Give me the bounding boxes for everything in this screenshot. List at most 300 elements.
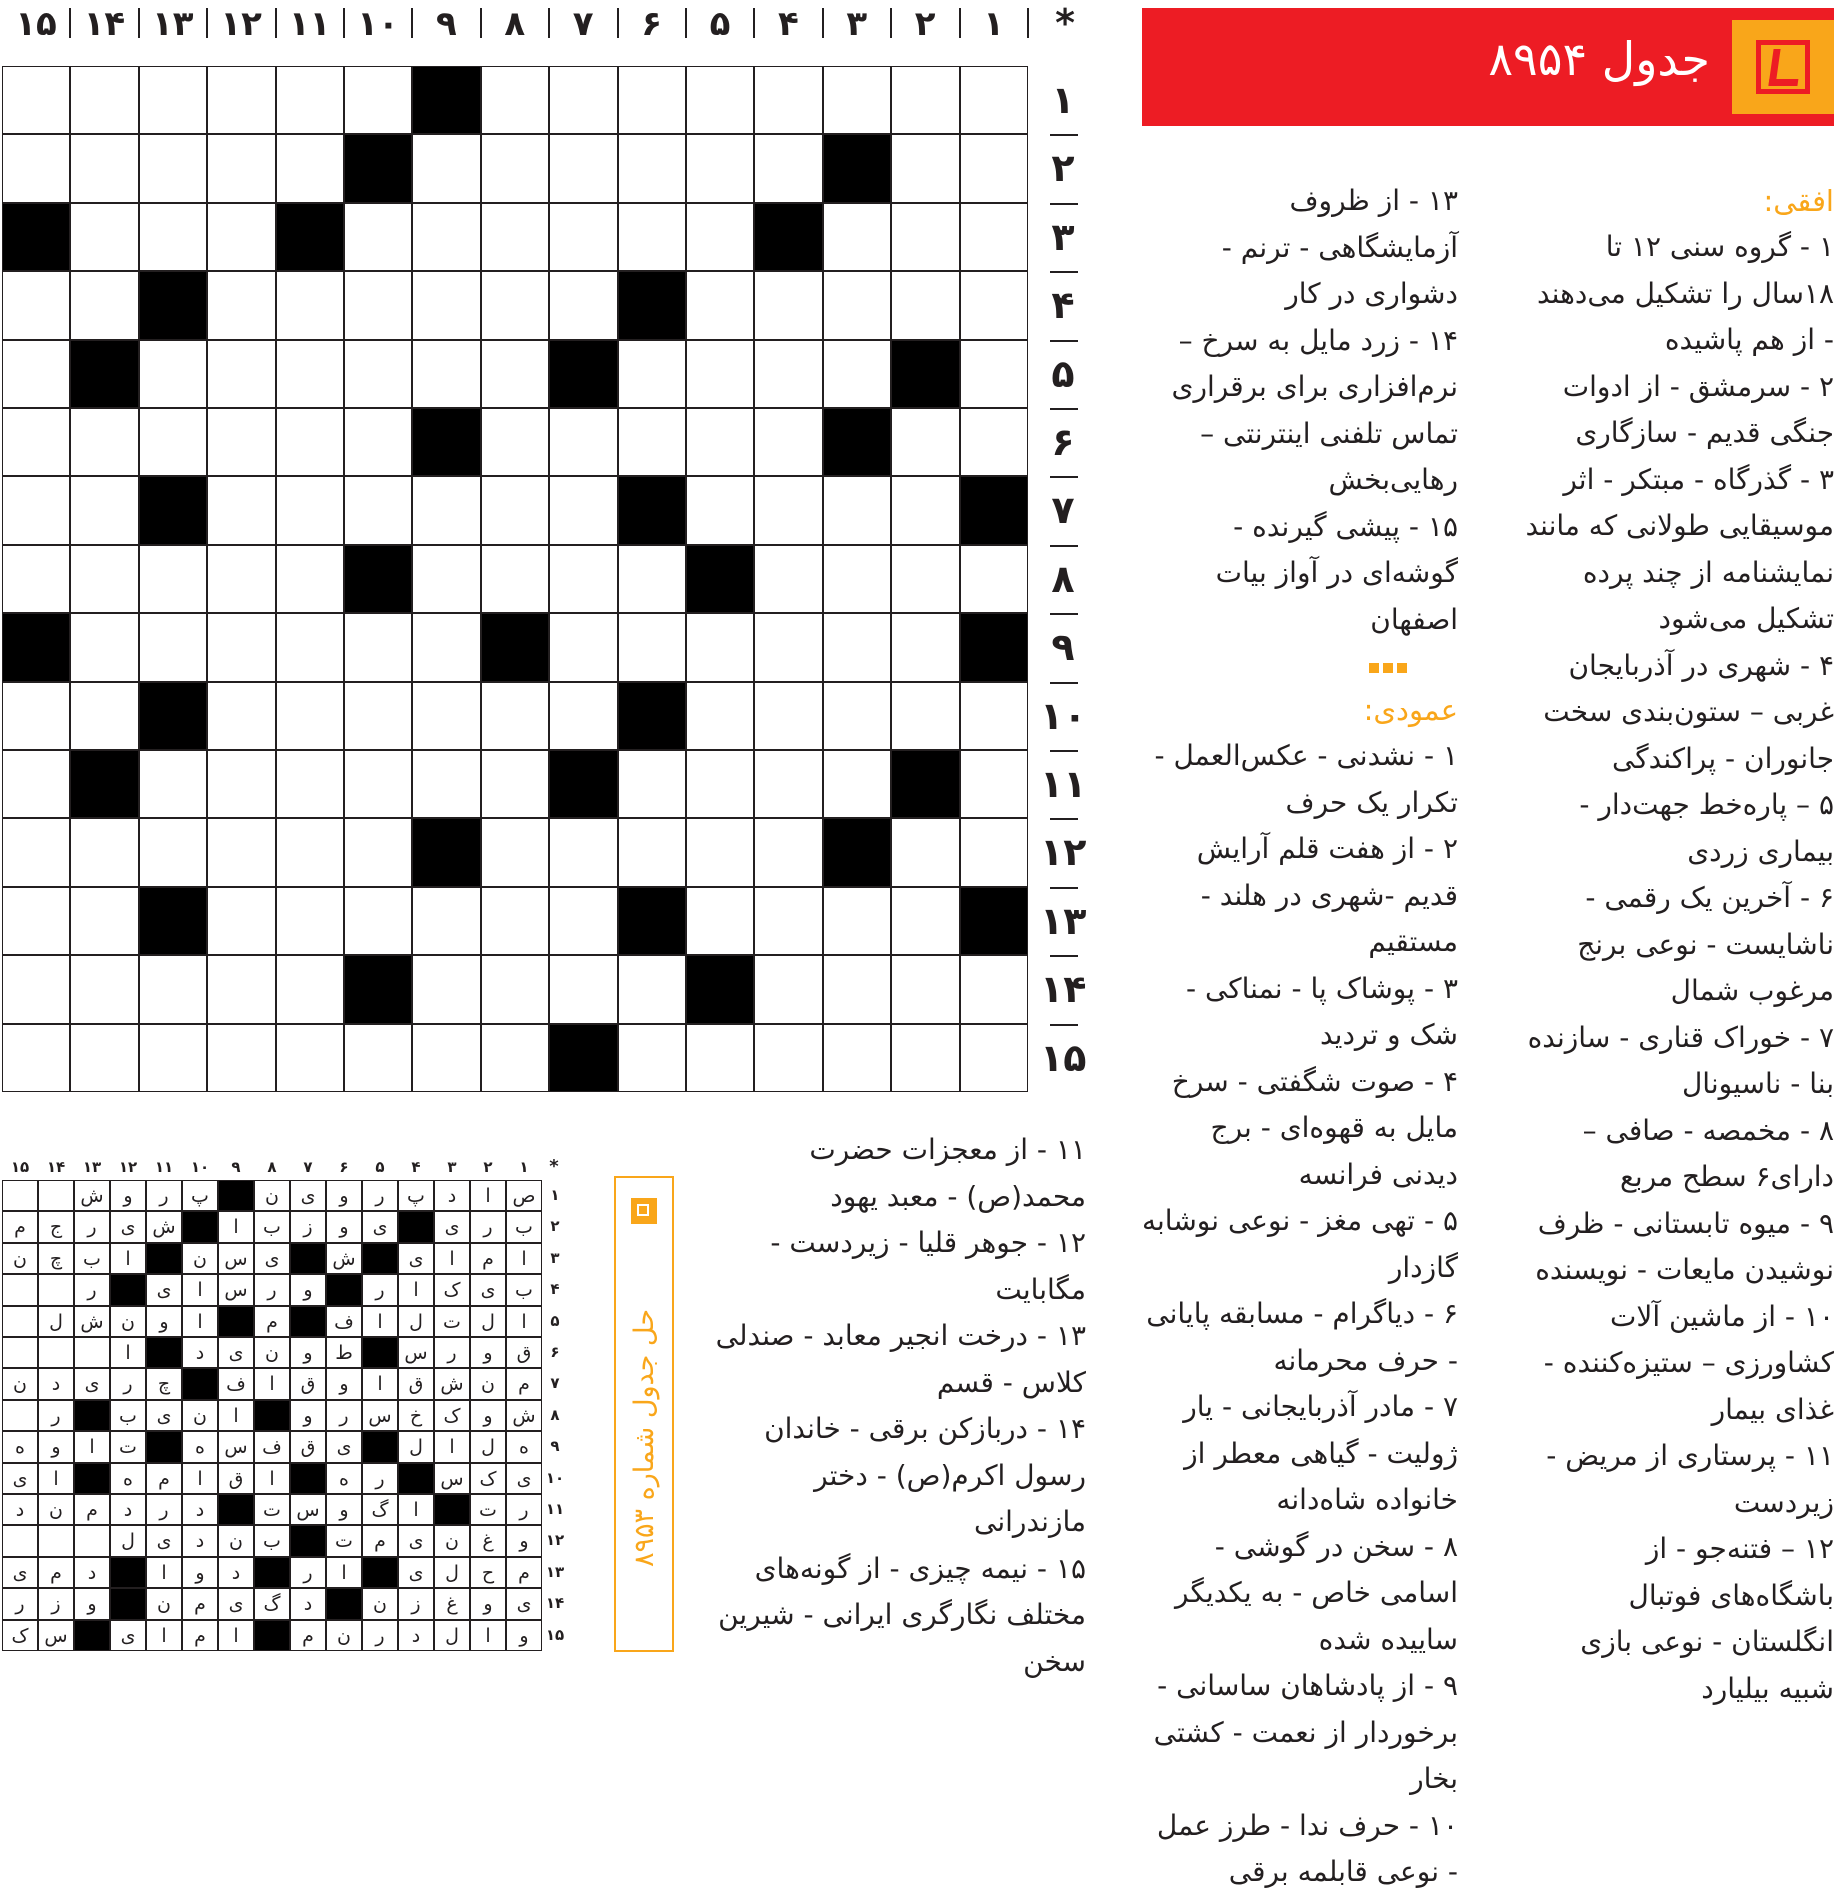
grid-cell[interactable]: [549, 545, 617, 613]
solution-cell: ا: [326, 1557, 362, 1588]
grid-cell[interactable]: [139, 408, 207, 476]
grid-cell[interactable]: [618, 340, 686, 408]
solution-column-number: ۶: [339, 1158, 349, 1176]
solution-cell: ی: [254, 1243, 290, 1274]
grid-cell[interactable]: [891, 271, 959, 339]
across-clue: ۲ - سرمشق - از ادوات جنگی قدیم - سازگاری: [1562, 369, 1834, 449]
grid-cell[interactable]: [207, 750, 275, 818]
solution-cell: ک: [434, 1274, 470, 1305]
grid-cell[interactable]: [344, 1024, 412, 1092]
grid-cell[interactable]: [412, 545, 480, 613]
grid-cell[interactable]: [70, 271, 138, 339]
column-numbers: [0, 0, 1086, 52]
down-clue: ۵ - تهی مغز - نوعی نوشابه گازدار: [1141, 1204, 1458, 1284]
grid-cell[interactable]: [70, 613, 138, 681]
grid-cell[interactable]: [618, 203, 686, 271]
grid-cell[interactable]: [823, 750, 891, 818]
solution-column-number: ۲: [483, 1158, 493, 1176]
solution-cell: د: [38, 1368, 74, 1399]
solution-cell: ن: [254, 1337, 290, 1368]
grid-cell[interactable]: [412, 887, 480, 955]
grid-cell[interactable]: [207, 340, 275, 408]
grid-cell[interactable]: [891, 545, 959, 613]
solution-cell: ا: [254, 1463, 290, 1494]
grid-cell[interactable]: [823, 340, 891, 408]
across-clue: ۵ – پاره‌خط جهت‌دار - بیماری زردی: [1579, 788, 1834, 868]
grid-cell[interactable]: [549, 134, 617, 202]
grid-cell[interactable]: [823, 682, 891, 750]
grid-cell[interactable]: [412, 955, 480, 1023]
black-cell: [823, 134, 891, 202]
grid-cell[interactable]: [70, 955, 138, 1023]
grid-cell[interactable]: [412, 1024, 480, 1092]
grid-cell[interactable]: [276, 613, 344, 681]
grid-cell[interactable]: [481, 408, 549, 476]
column-separator: [548, 8, 550, 38]
solution-cell: و: [182, 1557, 218, 1588]
black-cell: [686, 545, 754, 613]
solution-cell: [2, 1180, 38, 1211]
grid-cell[interactable]: [823, 203, 891, 271]
grid-cell[interactable]: [70, 818, 138, 886]
grid-cell[interactable]: [754, 1024, 822, 1092]
grid-cell[interactable]: [139, 134, 207, 202]
grid-cell[interactable]: [207, 545, 275, 613]
grid-cell[interactable]: [70, 66, 138, 134]
solution-black-cell: [110, 1557, 146, 1588]
grid-cell[interactable]: [891, 818, 959, 886]
grid-cell[interactable]: [618, 750, 686, 818]
grid-cell[interactable]: [276, 887, 344, 955]
grid-cell[interactable]: [823, 887, 891, 955]
grid-cell[interactable]: [2, 545, 70, 613]
grid-cell[interactable]: [481, 818, 549, 886]
grid-cell[interactable]: [344, 66, 412, 134]
grid-cell[interactable]: [686, 818, 754, 886]
grid-cell[interactable]: [207, 1024, 275, 1092]
solution-cell: ر: [2, 1588, 38, 1619]
grid-cell[interactable]: [481, 545, 549, 613]
grid-cell[interactable]: [891, 66, 959, 134]
solution-cell: و: [146, 1306, 182, 1337]
grid-cell[interactable]: [960, 203, 1028, 271]
grid-cell[interactable]: [70, 545, 138, 613]
solution-black-cell: [146, 1431, 182, 1462]
grid-cell[interactable]: [618, 1024, 686, 1092]
grid-cell[interactable]: [686, 750, 754, 818]
column-separator: [959, 8, 961, 38]
solution-corner-asterisk: *: [549, 1156, 559, 1177]
solution-cell: س: [218, 1274, 254, 1305]
grid-cell[interactable]: [481, 750, 549, 818]
grid-cell[interactable]: [2, 1024, 70, 1092]
grid-cell[interactable]: [412, 613, 480, 681]
grid-cell[interactable]: [2, 66, 70, 134]
grid-cell[interactable]: [960, 134, 1028, 202]
grid-cell[interactable]: [754, 750, 822, 818]
solution-black-cell: [218, 1180, 254, 1211]
grid-cell[interactable]: [207, 476, 275, 544]
solution-cell: ی: [2, 1557, 38, 1588]
column-number: ۱۰: [357, 4, 399, 44]
grid-cell[interactable]: [70, 1024, 138, 1092]
grid-cell[interactable]: [960, 1024, 1028, 1092]
grid-cell[interactable]: [823, 545, 891, 613]
grid-cell[interactable]: [960, 818, 1028, 886]
grid-cell[interactable]: [549, 203, 617, 271]
grid-cell[interactable]: [618, 134, 686, 202]
grid-cell[interactable]: [344, 408, 412, 476]
grid-cell[interactable]: [2, 134, 70, 202]
grid-cell[interactable]: [139, 955, 207, 1023]
solution-column-number: ۱۲: [118, 1158, 138, 1176]
grid-cell[interactable]: [549, 271, 617, 339]
across-clue: ۱۲ – فتنه‌جو - از باشگاه‌های فوتبال انگلستان - نوعی بازی شبیه بیلیارد: [1580, 1532, 1834, 1705]
grid-cell[interactable]: [276, 340, 344, 408]
grid-cell[interactable]: [70, 408, 138, 476]
grid-cell[interactable]: [139, 1024, 207, 1092]
grid-cell[interactable]: [207, 955, 275, 1023]
grid-cell[interactable]: [207, 887, 275, 955]
grid-cell[interactable]: [891, 476, 959, 544]
solution-cell: ی: [146, 1400, 182, 1431]
grid-cell[interactable]: [891, 887, 959, 955]
solution-cell: م: [182, 1588, 218, 1619]
grid-cell[interactable]: [276, 545, 344, 613]
grid-cell[interactable]: [823, 271, 891, 339]
grid-cell[interactable]: [960, 408, 1028, 476]
grid-cell[interactable]: [276, 955, 344, 1023]
grid-cell[interactable]: [754, 682, 822, 750]
grid-cell[interactable]: [891, 682, 959, 750]
grid-cell[interactable]: [960, 750, 1028, 818]
grid-cell[interactable]: [207, 66, 275, 134]
grid-cell[interactable]: [754, 340, 822, 408]
solution-cell: ل: [434, 1557, 470, 1588]
grid-cell[interactable]: [2, 750, 70, 818]
solution-row-number: ۴: [550, 1280, 560, 1299]
grid-cell[interactable]: [549, 613, 617, 681]
grid-cell[interactable]: [276, 271, 344, 339]
grid-cell[interactable]: [618, 545, 686, 613]
grid-cell[interactable]: [891, 613, 959, 681]
solution-row-number: ۱: [550, 1186, 560, 1204]
solution-cell: ر: [362, 1180, 398, 1211]
solution-cell: [2, 1274, 38, 1305]
grid-cell[interactable]: [618, 613, 686, 681]
grid-cell[interactable]: [549, 408, 617, 476]
row-number: ۷: [1051, 488, 1075, 533]
solution-black-cell: [290, 1243, 326, 1274]
solution-black-cell: [74, 1620, 110, 1651]
grid-cell[interactable]: [344, 818, 412, 886]
solution-cell: ر: [110, 1368, 146, 1399]
grid-cell[interactable]: [960, 545, 1028, 613]
solution-cell: ا: [506, 1306, 542, 1337]
grid-cell[interactable]: [686, 408, 754, 476]
column-number: ۱۳: [152, 4, 194, 44]
grid-cell[interactable]: [891, 408, 959, 476]
solution-row-number: ۷: [550, 1374, 560, 1393]
grid-cell[interactable]: [139, 750, 207, 818]
solution-cell: ت: [254, 1494, 290, 1525]
solution-cell: د: [2, 1494, 38, 1525]
black-cell: [823, 818, 891, 886]
grid-cell[interactable]: [412, 682, 480, 750]
grid-cell[interactable]: [754, 408, 822, 476]
grid-cell[interactable]: [139, 613, 207, 681]
grid-cell[interactable]: [2, 476, 70, 544]
grid-cell[interactable]: [549, 682, 617, 750]
grid-cell[interactable]: [686, 682, 754, 750]
grid-cell[interactable]: [754, 545, 822, 613]
crossword-grid[interactable]: [2, 66, 1028, 1092]
grid-cell[interactable]: [618, 955, 686, 1023]
grid-cell[interactable]: [2, 818, 70, 886]
grid-cell[interactable]: [2, 340, 70, 408]
solution-cell: و: [110, 1180, 146, 1211]
down-clue: ۱۱ - از معجزات حضرت محمد(ص) - معبد یهود: [809, 1133, 1086, 1213]
grid-cell[interactable]: [2, 887, 70, 955]
grid-cell[interactable]: [686, 887, 754, 955]
grid-cell[interactable]: [754, 476, 822, 544]
grid-cell[interactable]: [207, 682, 275, 750]
solution-row-number: ۱۲: [545, 1531, 565, 1550]
black-cell: [139, 476, 207, 544]
black-cell: [618, 271, 686, 339]
grid-cell[interactable]: [70, 887, 138, 955]
row-number: ۱۱: [1040, 762, 1087, 806]
grid-cell[interactable]: [70, 476, 138, 544]
grid-cell[interactable]: [207, 271, 275, 339]
grid-cell[interactable]: [412, 271, 480, 339]
grid-cell[interactable]: [481, 66, 549, 134]
grid-cell[interactable]: [754, 887, 822, 955]
row-number: ۱۴: [1040, 967, 1087, 1012]
grid-cell[interactable]: [139, 818, 207, 886]
grid-cell[interactable]: [686, 271, 754, 339]
grid-cell[interactable]: [823, 66, 891, 134]
grid-cell[interactable]: [481, 134, 549, 202]
solution-cell: ش: [506, 1400, 542, 1431]
grid-cell[interactable]: [344, 476, 412, 544]
solution-cell: ر: [290, 1557, 326, 1588]
grid-cell[interactable]: [207, 134, 275, 202]
grid-cell[interactable]: [549, 476, 617, 544]
solution-cell: م: [2, 1211, 38, 1242]
solution-cell: ی: [434, 1211, 470, 1242]
column-number: ۱۲: [220, 4, 262, 44]
grid-cell[interactable]: [344, 887, 412, 955]
grid-cell[interactable]: [891, 134, 959, 202]
grid-cell[interactable]: [549, 955, 617, 1023]
row-number: ۱۳: [1040, 898, 1087, 943]
grid-cell[interactable]: [2, 955, 70, 1023]
solution-cell: ی: [110, 1620, 146, 1651]
grid-cell[interactable]: [2, 408, 70, 476]
grid-cell[interactable]: [481, 955, 549, 1023]
grid-cell[interactable]: [139, 340, 207, 408]
column-number: ۴: [778, 4, 799, 44]
solution-cell: ه: [2, 1431, 38, 1462]
grid-cell[interactable]: [2, 682, 70, 750]
grid-cell[interactable]: [139, 203, 207, 271]
grid-cell[interactable]: [481, 271, 549, 339]
solution-black-cell: [434, 1494, 470, 1525]
black-cell: [891, 340, 959, 408]
across-clues-part-1: [1524, 178, 1834, 1712]
solution-cell: ا: [434, 1243, 470, 1274]
grid-cell[interactable]: [549, 818, 617, 886]
grid-cell[interactable]: [686, 66, 754, 134]
column-separator: [138, 8, 140, 38]
grid-cell[interactable]: [70, 682, 138, 750]
grid-cell[interactable]: [686, 134, 754, 202]
grid-cell[interactable]: [276, 134, 344, 202]
solution-cell: د: [290, 1588, 326, 1619]
grid-cell[interactable]: [276, 66, 344, 134]
grid-cell[interactable]: [823, 476, 891, 544]
grid-cell[interactable]: [686, 476, 754, 544]
grid-cell[interactable]: [276, 408, 344, 476]
grid-cell[interactable]: [686, 340, 754, 408]
grid-cell[interactable]: [344, 682, 412, 750]
solution-cell: س: [38, 1620, 74, 1651]
grid-cell[interactable]: [754, 134, 822, 202]
solution-cell: ش: [74, 1180, 110, 1211]
solution-cell: ز: [398, 1588, 434, 1619]
solution-cell: ا: [110, 1243, 146, 1274]
solution-column-number: ۱۳: [82, 1158, 102, 1176]
grid-cell[interactable]: [139, 66, 207, 134]
solution-cell: م: [254, 1306, 290, 1337]
solution-cell: ا: [74, 1431, 110, 1462]
solution-cell: و: [326, 1494, 362, 1525]
solution-cell: ا: [470, 1180, 506, 1211]
grid-cell[interactable]: [754, 271, 822, 339]
grid-cell[interactable]: [344, 750, 412, 818]
column-number: ۸: [504, 4, 526, 44]
solution-cell: [2, 1400, 38, 1431]
grid-cell[interactable]: [960, 682, 1028, 750]
solution-row-number: ۱۱: [545, 1500, 565, 1518]
grid-cell[interactable]: [960, 271, 1028, 339]
down-clue: ۸ - سخن در گوشی - اسامی خاص - به یکدیگر ساییده شده: [1175, 1529, 1458, 1656]
solution-cell: ک: [2, 1620, 38, 1651]
grid-cell[interactable]: [686, 613, 754, 681]
solution-cell: ی: [74, 1368, 110, 1399]
solution-black-cell: [254, 1400, 290, 1431]
grid-cell[interactable]: [139, 545, 207, 613]
grid-cell[interactable]: [618, 818, 686, 886]
row-separator: [1050, 887, 1078, 889]
grid-cell[interactable]: [412, 476, 480, 544]
row-numbers: [1040, 66, 1086, 1092]
grid-cell[interactable]: [412, 340, 480, 408]
solution-black-cell: [290, 1463, 326, 1494]
grid-cell[interactable]: [344, 271, 412, 339]
row-number: ۱۰: [1040, 693, 1087, 738]
arrow-corner-icon: [631, 1198, 657, 1224]
solution-black-cell: [362, 1243, 398, 1274]
solution-cell: ت: [434, 1306, 470, 1337]
grid-cell[interactable]: [412, 203, 480, 271]
grid-cell[interactable]: [618, 408, 686, 476]
across-clue: ۳ - گذرگاه - مبتکر - اثر موسیقایی طولانی که مانند نمایشنامه از چند پرده تشکیل می‌شود: [1525, 462, 1834, 635]
grid-cell[interactable]: [2, 271, 70, 339]
grid-cell[interactable]: [276, 682, 344, 750]
solution-cell: س: [218, 1431, 254, 1462]
solution-cell: ف: [254, 1431, 290, 1462]
grid-cell[interactable]: [618, 66, 686, 134]
grid-cell[interactable]: [823, 613, 891, 681]
grid-cell[interactable]: [891, 955, 959, 1023]
grid-cell[interactable]: [276, 818, 344, 886]
grid-cell[interactable]: [276, 1024, 344, 1092]
grid-cell[interactable]: [754, 66, 822, 134]
grid-cell[interactable]: [344, 203, 412, 271]
grid-cell[interactable]: [686, 203, 754, 271]
section-divider-dots: [1142, 663, 1458, 673]
grid-cell[interactable]: [754, 955, 822, 1023]
grid-cell[interactable]: [754, 613, 822, 681]
grid-cell[interactable]: [960, 340, 1028, 408]
grid-cell[interactable]: [960, 955, 1028, 1023]
grid-cell[interactable]: [481, 682, 549, 750]
solution-cell: ز: [38, 1588, 74, 1619]
black-cell: [70, 340, 138, 408]
grid-cell[interactable]: [344, 613, 412, 681]
grid-cell[interactable]: [891, 1024, 959, 1092]
grid-cell[interactable]: [412, 750, 480, 818]
grid-cell[interactable]: [344, 340, 412, 408]
across-clue: ۱ - گروه سنی ۱۲ تا ۱۸سال را تشکیل می‌دهند - از هم پاشیده: [1536, 230, 1834, 356]
grid-cell[interactable]: [412, 134, 480, 202]
grid-cell[interactable]: [481, 1024, 549, 1092]
grid-cell[interactable]: [276, 476, 344, 544]
grid-cell[interactable]: [70, 134, 138, 202]
grid-cell[interactable]: [207, 818, 275, 886]
down-clue: ۲ - از هفت قلم آرایش قدیم -شهری در هلند - مستقیم: [1196, 832, 1458, 958]
solution-cell: ا: [254, 1368, 290, 1399]
grid-cell[interactable]: [481, 887, 549, 955]
grid-cell[interactable]: [481, 340, 549, 408]
clues-middle-column: [1142, 178, 1458, 1896]
header-banner: [1142, 8, 1834, 126]
grid-cell[interactable]: [207, 613, 275, 681]
grid-cell[interactable]: [481, 203, 549, 271]
grid-cell[interactable]: [754, 818, 822, 886]
solution-cell: و: [506, 1620, 542, 1651]
grid-cell[interactable]: [481, 476, 549, 544]
grid-cell[interactable]: [960, 66, 1028, 134]
grid-cell[interactable]: [549, 887, 617, 955]
solution-cell: غ: [434, 1588, 470, 1619]
grid-cell[interactable]: [207, 203, 275, 271]
grid-cell[interactable]: [549, 66, 617, 134]
solution-cell: ر: [506, 1494, 542, 1525]
grid-cell[interactable]: [276, 750, 344, 818]
row-separator: [1050, 340, 1078, 342]
grid-cell[interactable]: [823, 1024, 891, 1092]
grid-cell[interactable]: [891, 203, 959, 271]
grid-cell[interactable]: [207, 408, 275, 476]
solution-cell: ی: [326, 1431, 362, 1462]
grid-cell[interactable]: [686, 1024, 754, 1092]
grid-cell[interactable]: [823, 955, 891, 1023]
column-separator: [617, 8, 619, 38]
grid-cell[interactable]: [70, 203, 138, 271]
